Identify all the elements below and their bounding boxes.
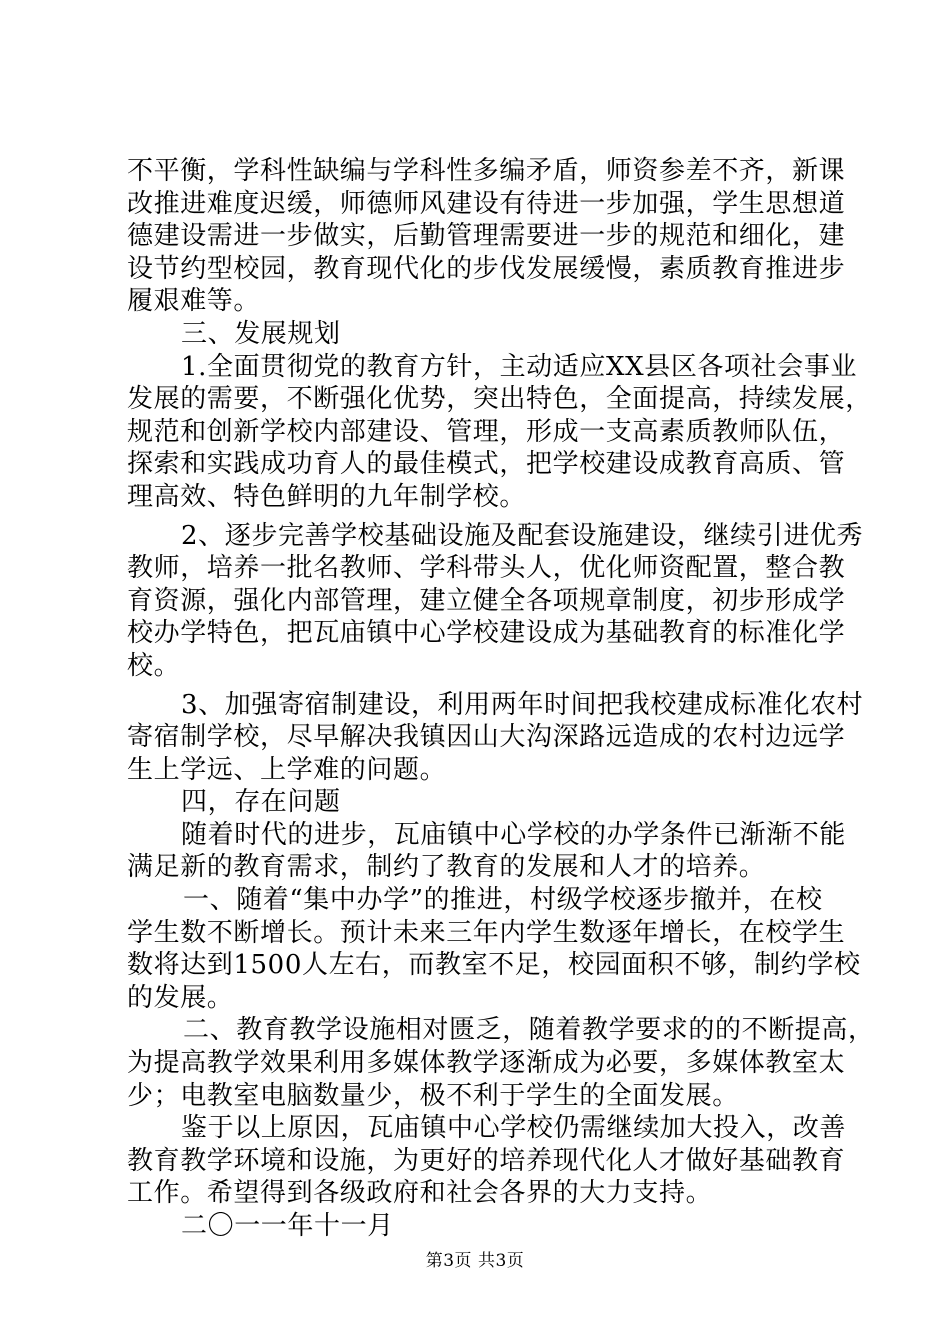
text-line: 随着时代的进步，瓦庙镇中心学校的办学条件已渐渐不能 — [181, 819, 847, 850]
text-line: 2、逐步完善学校基础设施及配套设施建设，继续引进优秀 — [181, 520, 864, 551]
text-line: 工作。希望得到各级政府和社会各界的大力支持。 — [127, 1178, 713, 1209]
text-line: 发展的需要，不断强化优势，突出特色，全面提高，持续发展， — [127, 384, 872, 415]
text-line: 的发展。 — [127, 982, 234, 1013]
text-line: 育资源，强化内部管理，建立健全各项规章制度，初步形成学 — [127, 585, 846, 616]
text-line: 设节约型校园，教育现代化的步伐发展缓慢，素质教育推进步 — [127, 253, 846, 284]
text-line: 校办学特色，把瓦庙镇中心学校建设成为基础教育的标准化学 — [127, 618, 846, 649]
text-line: 寄宿制学校，尽早解决我镇因山大沟深路远造成的农村边远学 — [127, 722, 846, 753]
text-line: 二、教育教学设施相对匮乏，随着教学要求的的不断提高， — [183, 1015, 875, 1046]
text-line: 德建设需进一步做实，后勤管理需要进一步的规范和细化，建 — [127, 221, 846, 252]
text-line: 满足新的教育需求，制约了教育的发展和人才的培养。 — [127, 852, 766, 883]
text-line: 校。 — [127, 650, 181, 681]
section-heading-development-plan: 三、发展规划 — [181, 318, 341, 349]
text-line: 教育教学环境和设施，为更好的培养现代化人才做好基础教育 — [127, 1145, 846, 1176]
text-line: 为提高教学效果利用多媒体教学逐渐成为必要，多媒体教室太 — [127, 1048, 846, 1079]
text-line: 探索和实践成功育人的最佳模式，把学校建设成教育高质、管 — [127, 449, 846, 480]
text-line: 一、随着“集中办学”的推进，村级学校逐步撤并，在校 — [183, 885, 823, 916]
text-line: 教师，培养一批名教师、学科带头人，优化师资配置，整合教 — [127, 553, 846, 584]
text-line: 1.全面贯彻党的教育方针，主动适应XX县区各项社会事业 — [181, 351, 858, 382]
section-heading-existing-problems: 四，存在问题 — [181, 787, 341, 818]
text-line: 3、加强寄宿制建设，利用两年时间把我校建成标准化农村 — [181, 689, 864, 720]
text-line: 生上学远、上学难的问题。 — [127, 754, 447, 785]
text-line: 不平衡，学科性缺编与学科性多编矛盾，师资参差不齐，新课 — [127, 156, 846, 186]
text-line: 理高效、特色鲜明的九年制学校。 — [127, 481, 527, 512]
document-date: 二〇一一年十一月 — [181, 1211, 394, 1241]
text-line: 学生数不断增长。预计未来三年内学生数逐年增长，在校学生 — [127, 917, 846, 948]
text-line: 数将达到1500人左右，而教室不足，校园面积不够，制约学校 — [127, 950, 861, 981]
text-line: 鉴于以上原因，瓦庙镇中心学校仍需继续加大投入，改善 — [181, 1113, 847, 1144]
document-body — [127, 155, 875, 1243]
text-line: 规范和创新学校内部建设、管理，形成一支高素质教师队伍， — [127, 416, 846, 447]
text-line: 少；电教室电脑数量少，极不利于学生的全面发展。 — [127, 1080, 739, 1111]
page-footer: 第3页 共3页 — [425, 1251, 525, 1271]
text-line: 改推进难度迟缓，师德师风建设有待进一步加强，学生思想道 — [127, 188, 846, 219]
text-line: 履艰难等。 — [127, 286, 261, 317]
